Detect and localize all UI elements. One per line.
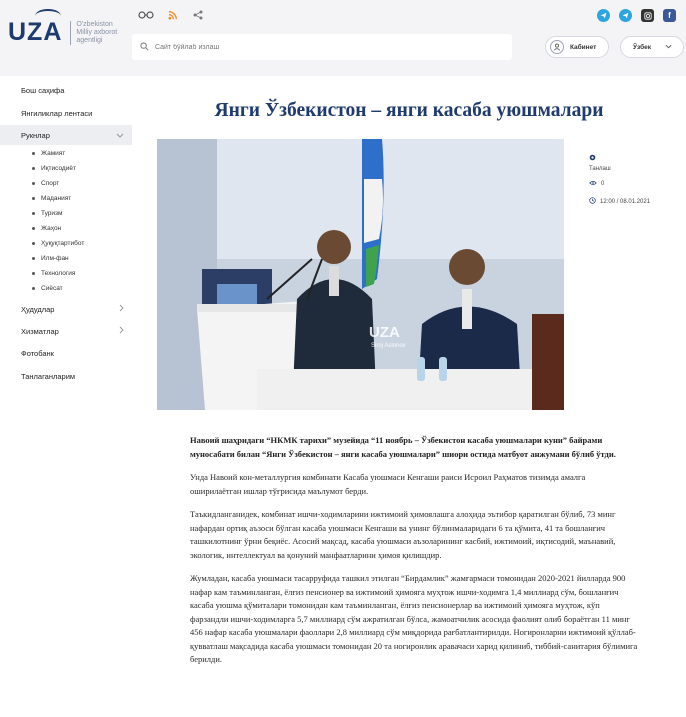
article-paragraph: Унда Навоий кон-металлургия комбинати Касаба уюшмаси Кенгаши раиси Исроил Раҳматов тизимда амалга оширилаётган ишлар тўғрисида маълумот берди. <box>190 472 586 496</box>
search-input[interactable] <box>155 44 485 51</box>
chevron-down-icon <box>665 44 672 51</box>
search-bar[interactable] <box>132 34 512 60</box>
user-icon <box>550 40 564 54</box>
publish-datetime: 12:00 / 08.01.2021 <box>600 198 651 205</box>
telegram-channel-icon[interactable] <box>619 9 632 22</box>
instagram-icon[interactable] <box>641 9 654 22</box>
article-paragraph: Жумладан, касаба уюшмаси тасарруфида ташкил этилган “Бирдамлик” жамғармаси томонидан 2020-2021 йилларда 900 нафар кам таъминланган, ёлғиз пенсионер ва ижтимоий ҳимояга муҳтож ишчи-ходимга 1,4 миллиард сўм, бошланғич касаба уюшма қўмиталари томонидан кам таъминланган, ёлғиз пенсионерлар ва ижтимоий ҳимояга муҳтож, кўп фарзандли ишчи-ходимларга 5,7 миллиард сўм ажратилган бўлса, жамоатчилик асосида фаолият олиб бораётган 11 минг 456 нафар касаба уюшмалари фаоллари 2,8 миллиард сўм миқдорида рағбатлантирилди. Ногиронларни ижтимоий қўллаб-қувватлаш мақсадида касаба уюшмаси томонидан 20 та ногиронлик аравачаси харид қилиниб, тиббий-санитария бўлимига берилди. <box>190 573 638 664</box>
meta-datetime <box>589 197 650 206</box>
bullet-icon <box>32 152 35 155</box>
share-icon[interactable] <box>190 9 206 21</box>
bullet-icon <box>32 197 35 200</box>
views-count: 0 <box>601 181 605 187</box>
sidebar-subitem-law[interactable]: Ҳуқуқтартибот <box>32 240 84 247</box>
header <box>0 0 686 76</box>
sidebar-subitem-technology[interactable]: Технология <box>32 270 75 277</box>
main-content <box>132 76 686 717</box>
logo-mark <box>8 18 62 47</box>
cabinet-label: Кабинет <box>570 43 597 51</box>
bullet-icon <box>32 287 35 290</box>
article-title: Янги Ўзбекистон – янги касаба уюшмалари <box>214 100 604 121</box>
bullet-icon <box>32 182 35 185</box>
sidebar-item-favorites[interactable]: Танлаганларим <box>21 371 76 381</box>
search-icon <box>140 38 149 56</box>
language-label: Ўзбек <box>633 43 651 51</box>
telegram-icon[interactable] <box>597 9 610 22</box>
bullet-icon <box>32 272 35 275</box>
sidebar-item-news-feed[interactable]: Янгиликлар лентаси <box>21 108 93 118</box>
meta-views <box>589 180 650 188</box>
glasses-icon[interactable] <box>138 9 154 21</box>
logo[interactable] <box>8 18 130 47</box>
sidebar-subitem-society[interactable]: Жамият <box>32 150 65 157</box>
sidebar-subitem-culture[interactable]: Маданият <box>32 195 71 202</box>
photo-credit: Siroj Aslonov <box>371 343 406 349</box>
bullet-icon <box>32 242 35 245</box>
sidebar-subitem-tourism[interactable]: Туризм <box>32 210 62 217</box>
article-photo[interactable] <box>157 139 564 410</box>
sidebar-subitem-world[interactable]: Жаҳон <box>32 225 61 232</box>
meta-select[interactable] <box>589 154 650 163</box>
article-meta <box>589 154 650 215</box>
meta-select-label: Танлаш <box>589 166 611 172</box>
logo-text: UZA <box>8 18 63 46</box>
chevron-down-icon <box>116 131 124 140</box>
cabinet-button[interactable] <box>545 36 609 58</box>
bookmark-icon <box>589 154 596 163</box>
eye-icon <box>589 180 597 188</box>
bullet-icon <box>32 167 35 170</box>
sidebar-item-regions[interactable]: Ҳудудлар <box>0 299 132 319</box>
article-body <box>190 434 638 677</box>
social-links <box>597 9 676 22</box>
rss-icon[interactable] <box>164 9 180 21</box>
sidebar <box>0 76 132 717</box>
article-paragraph: Таъкидланганидек, комбинат ишчи-ходимларини ижтимоий ҳимоялашга алоҳида эътибор қаратилган бўлиб, 73 минг нафардан ортиқ аъзоси бўлган касаба уюшмаси Кенгаши ва унинг бўлинмаларидаги 6 та қўмита, 41 та бошланғич ташкилотнинг ўрни беқиёс. Асосий мақсад, касаба уюшмаси аъзоларининг касбий, ижтимоий, иқтисодий, маънавий, экологик, интеллектуал ва қонуний манфаатларини ҳимоя қилишдир. <box>190 509 616 560</box>
sidebar-subitem-economy[interactable]: Иқтисодиёт <box>32 165 76 172</box>
language-select[interactable] <box>620 36 684 58</box>
bullet-icon <box>32 227 35 230</box>
sidebar-item-services[interactable]: Хизматлар <box>0 321 132 341</box>
article-lead: Навоий шаҳридаги “НКМК тарихи” музейида “11 ноябрь – Ўзбекистон касаба уюшмалари куни” байрами муносабати билан “Янги Ўзбекистон – янги касаба уюшмалари” шиори остида матбуот анжумани бўлиб ўтди. <box>190 435 616 459</box>
facebook-icon[interactable]: f <box>663 9 676 22</box>
sidebar-item-home[interactable]: Бош саҳифа <box>21 85 65 95</box>
sidebar-item-categories[interactable]: Рукнлар <box>0 125 132 145</box>
bullet-icon <box>32 257 35 260</box>
clock-icon <box>589 197 596 206</box>
logo-subtitle: O'zbekiston Milliy axborot agentligi <box>70 21 130 45</box>
chevron-right-icon <box>119 304 124 314</box>
bullet-icon <box>32 212 35 215</box>
chevron-right-icon <box>119 326 124 336</box>
top-icons <box>138 9 206 21</box>
sidebar-subitem-sport[interactable]: Спорт <box>32 180 59 187</box>
sidebar-subitem-science[interactable]: Илм-фан <box>32 255 69 262</box>
sidebar-item-photobank[interactable]: Фотобанк <box>21 348 54 358</box>
photo-watermark: UZA <box>369 324 400 341</box>
sidebar-subitem-politics[interactable]: Сиёсат <box>32 285 63 292</box>
